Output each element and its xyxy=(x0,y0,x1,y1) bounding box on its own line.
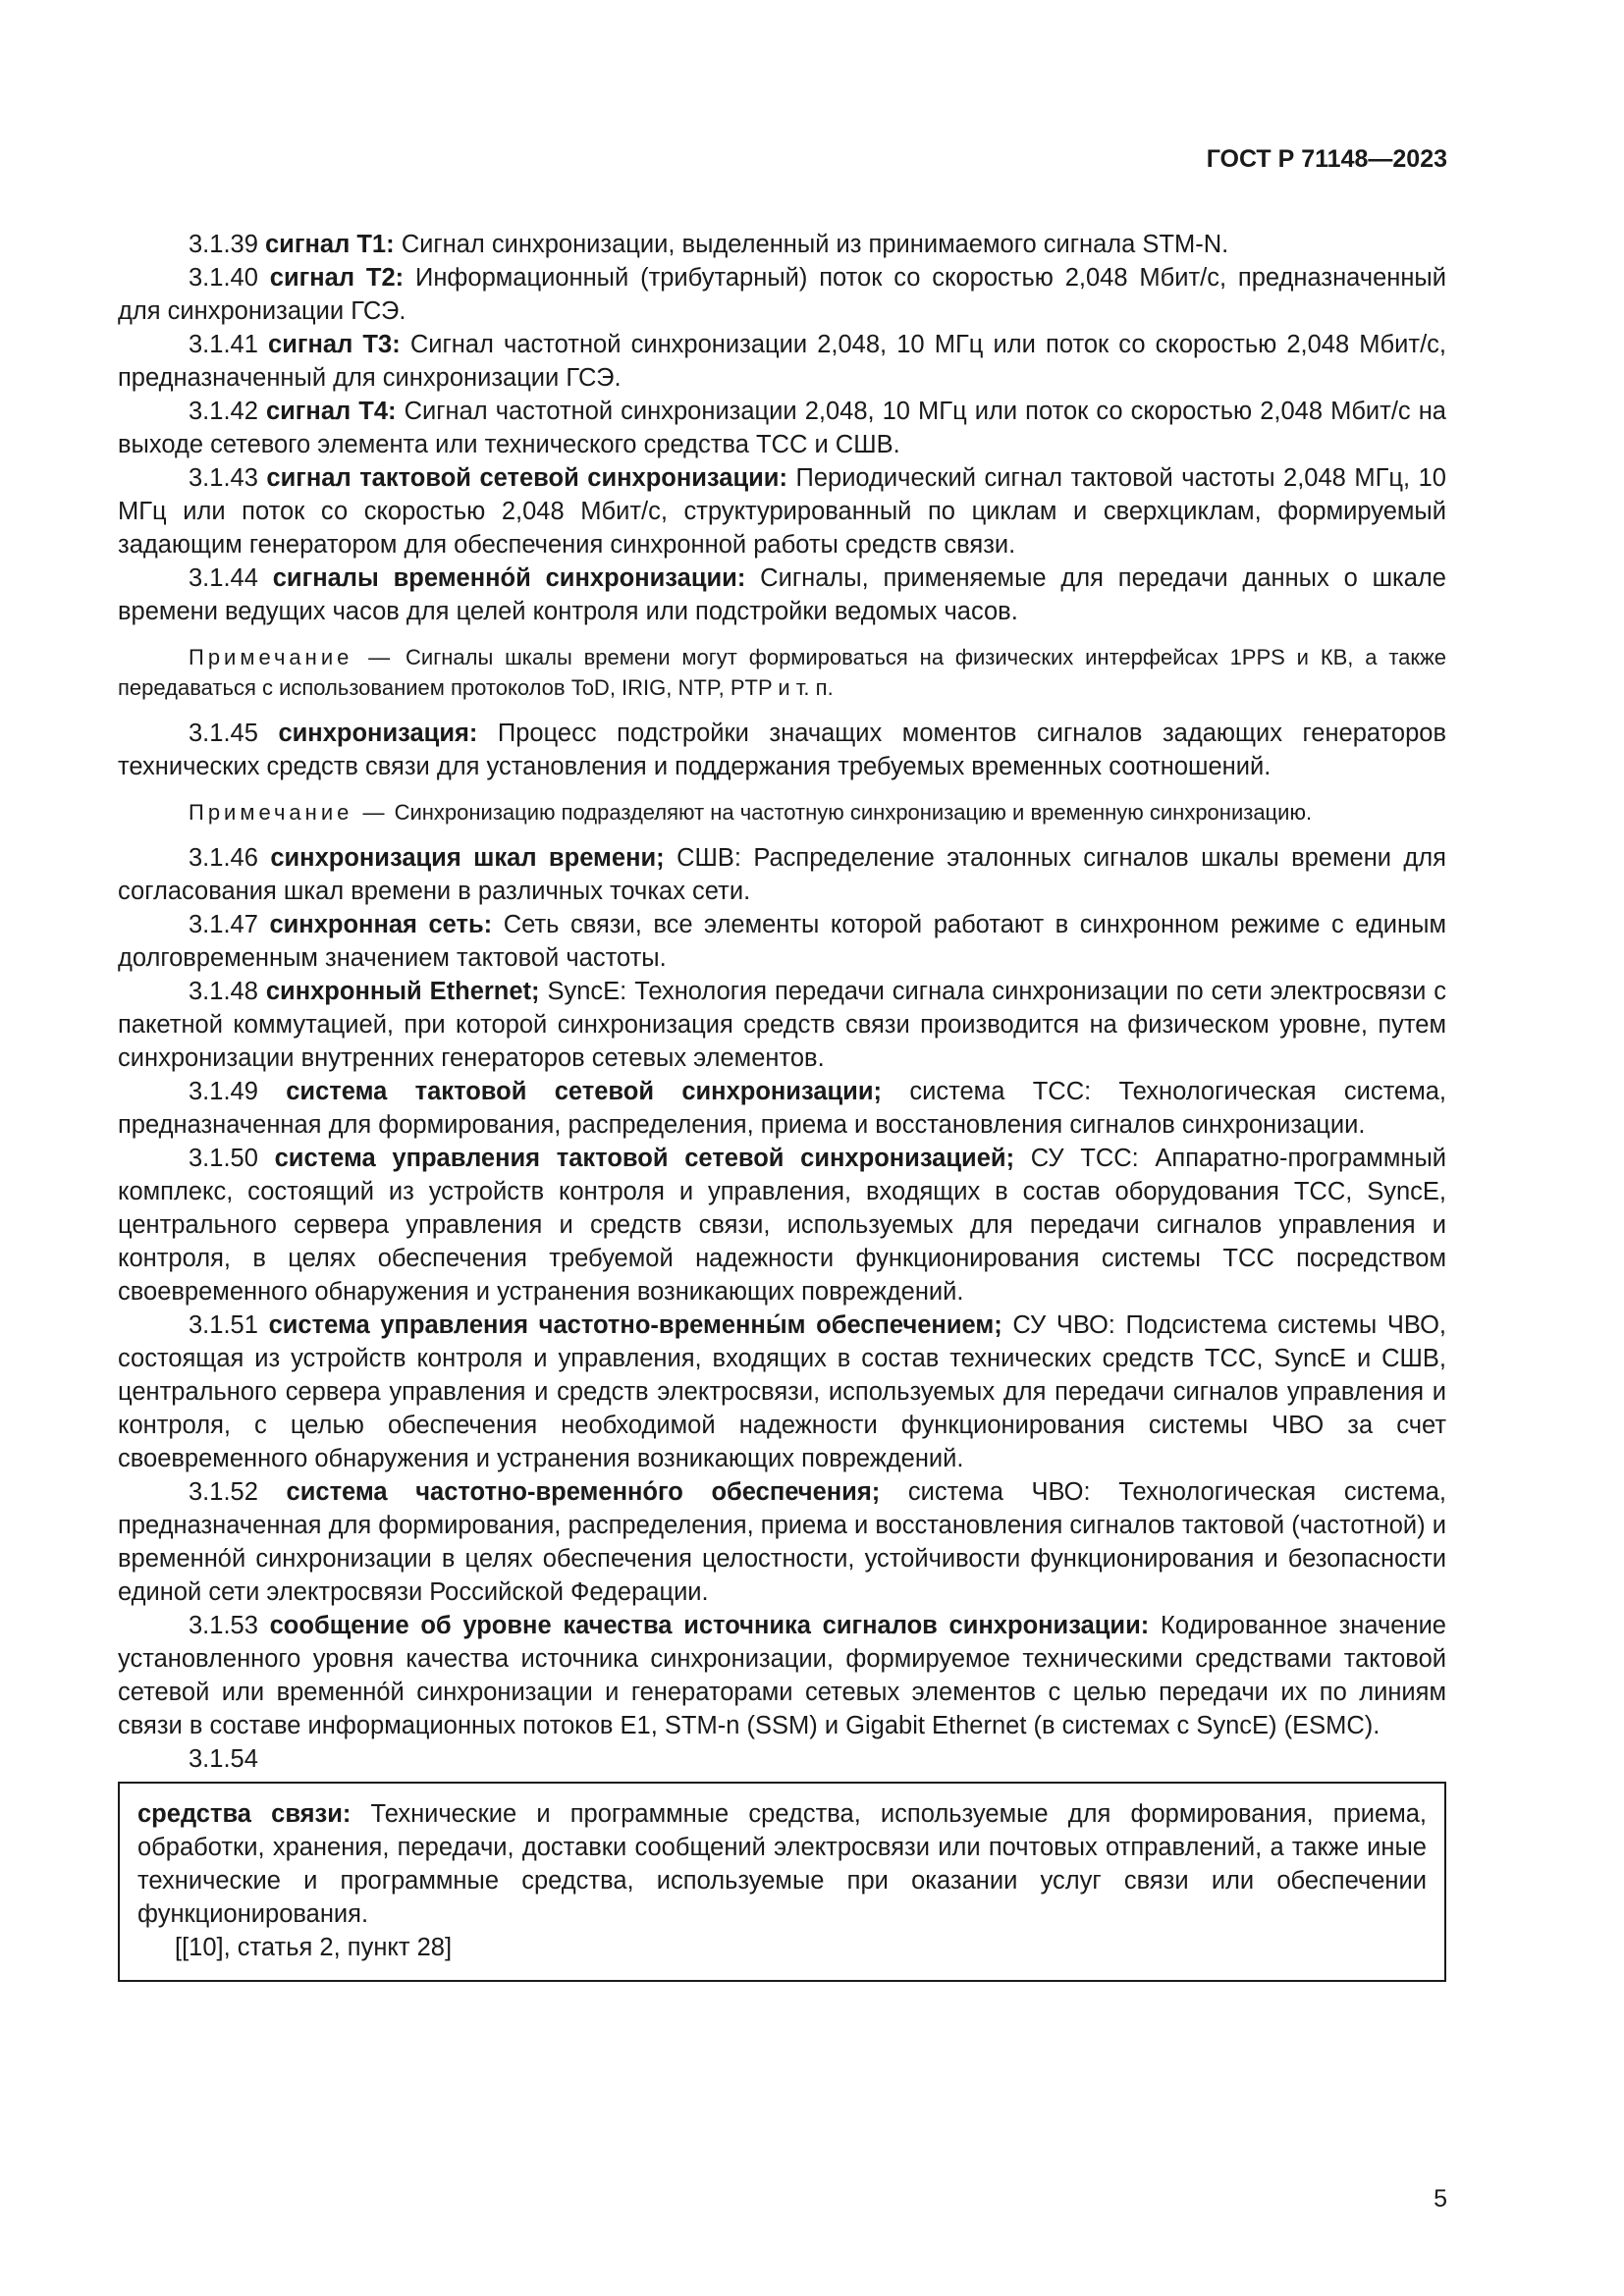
term-entry xyxy=(118,908,1446,975)
entry-term: система управления частотно-временны́м обеспечением; xyxy=(268,1311,1002,1339)
term-entry xyxy=(118,1075,1446,1142)
quoted-definition-box xyxy=(118,1782,1446,1982)
entry-definition: Информационный (трибутарный) поток со скоростью 2,048 Мбит/с, предназначенный для синхронизации ГСЭ. xyxy=(118,264,1446,325)
entry-definition: Кодированное значение установленного уровня качества источника синхронизации, формируемое техническими средствами тактовой сетевой или временно́й синхронизации и генераторами сетевых элементов с целью передачи их по линиям связи в составе информационных потоков Е1, STM-n (SSM) и Gigabit Ethernet (в системах с SyncE) (ESMC). xyxy=(118,1612,1446,1739)
entry-definition: Периодический сигнал тактовой частоты 2,048 МГц, 10 МГц или поток со скоростью 2,048 Мбит/с, структурированный по циклам и сверхциклам, формируемый задающим генератором для обеспечения синхронной работы средств связи. xyxy=(118,464,1446,559)
entry-number: 3.1.47 xyxy=(189,911,258,938)
entry-definition: Сеть связи, все элементы которой работают в синхронном режиме с единым долговременным значением тактовой частоты. xyxy=(118,911,1446,972)
entry-term: система тактовой сетевой синхронизации; xyxy=(286,1078,883,1105)
entry-definition: SyncE: Технология передачи сигнала синхронизации по сети электросвязи с пакетной коммутацией, при которой синхронизация средств связи производится на физическом уровне, путем синхронизации внутренних генераторов сетевых элементов. xyxy=(118,978,1446,1072)
entry-definition: СУ ТСС: Аппаратно-программный комплекс, состоящий из устройств контроля и управления, входящих в состав оборудования ТСС, SyncE, центрального сервера управления и средств связи, используемых для передачи сигналов управления и контроля, в целях обеспечения требуемой надежности функционирования системы ТСС посредством своевременного обнаружения и устранения возникающих повреждений. xyxy=(118,1145,1447,1306)
entry-term: сигнал Т1: xyxy=(265,231,395,258)
note-text: Синхронизацию подразделяют на частотную синхронизацию и временную синхронизацию. xyxy=(394,800,1313,825)
term-entry xyxy=(118,717,1446,783)
page-number: 5 xyxy=(1434,2185,1447,2213)
entry-definition: система ТСС: Технологическая система, предназначенная для формирования, распределения, приема и восстановления сигналов синхронизации. xyxy=(118,1078,1446,1139)
entry-definition: Сигнал частотной синхронизации 2,048, 10 МГц или поток со скоростью 2,048 Мбит/с на выходе сетевого элемента или технического средства ТСС и СШВ. xyxy=(118,398,1446,458)
entry-term: средства связи: xyxy=(137,1800,352,1828)
entry-number-standalone: 3.1.54 xyxy=(189,1745,258,1773)
entry-definition: Технические и программные средства, используемые для формирования, приема, обработки, хранения, передачи, доставки сообщений электросвязи или почтовых отправлений, а также иные технические и программные средства, используемые при оказании услуг связи или обеспечении функционирования. xyxy=(137,1800,1427,1928)
term-entry xyxy=(118,395,1446,461)
entry-definition: Сигнал синхронизации, выделенный из принимаемого сигнала STM-N. xyxy=(401,231,1229,258)
entry-number: 3.1.39 xyxy=(189,231,258,258)
term-entry xyxy=(118,975,1446,1075)
entry-number: 3.1.46 xyxy=(189,844,258,872)
term-entry xyxy=(118,1308,1446,1475)
entry-term: синхронизация шкал времени; xyxy=(270,844,665,872)
standard-header: ГОСТ Р 71148—2023 xyxy=(1206,145,1447,173)
entry-definition: СШВ: Распределение эталонных сигналов шкалы времени для согласования шкал времени в различных точках сети. xyxy=(118,844,1446,905)
entry-term: сигнал тактовой сетевой синхронизации: xyxy=(266,464,787,492)
term-entry xyxy=(118,461,1446,561)
entry-term: сигнал Т3: xyxy=(268,331,401,358)
entry-number: 3.1.40 xyxy=(189,264,258,292)
entry-definition: СУ ЧВО: Подсистема системы ЧВО, состоящая из устройств контроля и управления, входящих в состав технических средств ТСС, SyncE и СШВ, центрального сервера управления и средств электросвязи, используемых для передачи сигналов управления и контроля, с целью обеспечения необходимой надежности функционирования системы ЧВО за счет своевременного обнаружения и устранения возникающих повреждений. xyxy=(118,1311,1446,1472)
entry-term: сообщение об уровне качества источника сигналов синхронизации: xyxy=(269,1612,1150,1639)
entry-term: синхронная сеть: xyxy=(269,911,493,938)
entry-number: 3.1.52 xyxy=(189,1478,258,1506)
term-entry xyxy=(118,841,1446,908)
entry-term: синхронный Ethernet; xyxy=(265,978,540,1005)
entry-term: сигнал Т4: xyxy=(265,398,397,425)
entry-term: сигнал Т2: xyxy=(269,264,405,292)
entry-term: синхронизация: xyxy=(278,720,478,747)
entry-term: сигналы временно́й синхронизации: xyxy=(272,564,746,592)
entry-number: 3.1.43 xyxy=(189,464,258,492)
entry-number: 3.1.42 xyxy=(189,398,258,425)
note-label: Примечание — xyxy=(189,645,395,669)
entry-definition: Сигналы, применяемые для передачи данных о шкале времени ведущих часов для целей контроля или подстройки ведомых часов. xyxy=(118,564,1446,625)
term-entry xyxy=(118,1609,1446,1742)
quoted-definition xyxy=(137,1797,1427,1931)
entry-definition: Процесс подстройки значащих моментов сигналов задающих генераторов технических средств связи для установления и поддержания требуемых временных соотношений. xyxy=(118,720,1446,780)
entry-number: 3.1.53 xyxy=(189,1612,258,1639)
entry-term: система управления тактовой сетевой синхронизацией; xyxy=(274,1145,1015,1172)
entry-definition: Сигнал частотной синхронизации 2,048, 10 МГц или поток со скоростью 2,048 Мбит/с, предназначенный для синхронизации ГСЭ. xyxy=(118,331,1446,392)
term-entry xyxy=(118,261,1446,328)
term-entry xyxy=(118,328,1446,395)
note-label: Примечание — xyxy=(189,800,389,825)
entry-number: 3.1.44 xyxy=(189,564,258,592)
term-entry xyxy=(118,1475,1446,1609)
entry-definition: система ЧВО: Технологическая система, предназначенная для формирования, распределения, приема и восстановления сигналов тактовой (частотной) и временно́й синхронизации в целях обеспечения целостности, устойчивости функционирования и безопасности единой сети электросвязи Российской Федерации. xyxy=(118,1478,1446,1606)
entry-number: 3.1.41 xyxy=(189,331,258,358)
entry-term: система частотно-временно́го обеспечения; xyxy=(286,1478,881,1506)
entry-number: 3.1.48 xyxy=(189,978,258,1005)
note xyxy=(118,797,1446,828)
entry-number: 3.1.50 xyxy=(189,1145,258,1172)
note-text: Сигналы шкалы времени могут формироваться на физических интерфейсах 1PPS и КВ, а также передаваться с использованием протоколов ToD, IRIG, NTP, PTP и т. п. xyxy=(118,645,1446,700)
entry-number: 3.1.45 xyxy=(189,720,258,747)
entry-number: 3.1.49 xyxy=(189,1078,258,1105)
term-entry xyxy=(118,228,1446,261)
document-body xyxy=(118,228,1446,1982)
source-reference: [[10], статья 2, пункт 28] xyxy=(175,1934,453,1961)
term-entry xyxy=(118,1142,1446,1308)
entry-number: 3.1.51 xyxy=(189,1311,258,1339)
note xyxy=(118,642,1446,703)
term-entry xyxy=(118,561,1446,628)
